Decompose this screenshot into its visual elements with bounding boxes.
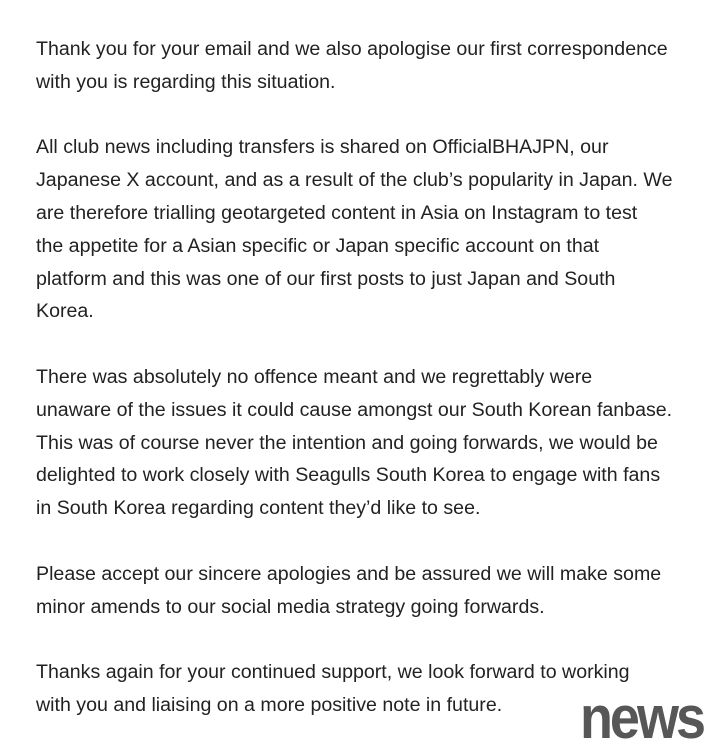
text-line: All club news including transfers is shared on OfficialBHAJPN, our [36,136,609,159]
paragraph-amends [36,558,701,624]
text-line: with you is regarding this situation. [36,70,336,93]
text-line: Thanks again for your continued support, we look forward to working [36,661,630,684]
text-line: delighted to work closely with Seagulls South Korea to engage with fans [36,464,661,487]
text-line: Japanese X account, and as a result of the club’s popularity in Japan. We [36,169,673,192]
text-line: unaware of the issues it could cause amongst our South Korean fanbase. [36,398,673,421]
text-line: There was absolutely no offence meant and we regrettably were [36,365,593,388]
text-line: the appetite for a Asian specific or Japan specific account on that [36,234,600,257]
paragraph-explanation [36,131,701,328]
text-line: Please accept our sincere apologies and be assured we will make some [36,562,662,585]
news-watermark-logo: news [579,684,703,752]
text-line: Thank you for your email and we also apologise our first correspondence [36,38,668,60]
text-line: This was of course never the intention and going forwards, we would be [36,431,658,454]
text-line: in South Korea regarding content they’d like to see. [36,497,481,520]
paragraph-apology [36,361,701,525]
text-line: Korea. [36,300,94,323]
text-line: are therefore trialling geotargeted content in Asia on Instagram to test [36,201,638,224]
text-line: with you and liaising on a more positive note in future. [36,693,503,716]
text-line: platform and this was one of our first posts to just Japan and South [36,267,616,290]
paragraph-greeting [36,33,701,99]
text-line: minor amends to our social media strategy going forwards. [36,595,545,618]
letter-body [36,33,701,755]
